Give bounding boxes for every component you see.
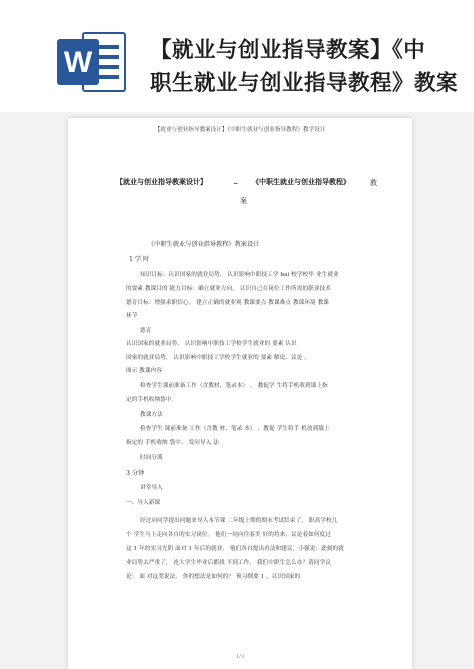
doc-line: 检查学生 课前准备 工作（含教 材、笔录 本） ，教促 学生将手 机放到墙上 <box>140 426 330 432</box>
doc-heading-line2: 案 <box>240 197 247 205</box>
doc-line: 经过向同学提出问题来导入本节课 二年级上期的期末考试结束了， 职高学校几 <box>140 518 338 524</box>
doc-heading-dash: _ <box>234 175 238 184</box>
doc-heading-tail: 教 <box>370 179 377 187</box>
doc-line: 时间分派 <box>140 455 163 461</box>
running-head: 【就业与创业指导教案设计】《中职生就业与创业指导教程》教学设计 <box>154 127 326 133</box>
doc-line: 德育 <box>140 328 152 334</box>
doc-line: 业局势太严重了， 连大学生毕业后都找 不到工作， 我们中职生怎么办？请同学议 <box>126 560 331 566</box>
doc-line: 1 学 时 <box>129 256 150 263</box>
doc-heading-left: 【就业与创业指导教案设计】 <box>116 177 207 186</box>
doc-line: 讲堂导入 <box>140 485 163 491</box>
doc-line: 国家的就业局势， 认识影响中职技工学校学生就业的 要素 解说、议论 、 <box>126 355 311 361</box>
page-title <box>150 34 462 100</box>
doc-line: 德育目标：增强求职信心。 建立正确的就业观 教课要点 教课难点 教课环境 教课 <box>126 300 329 306</box>
doc-line: 论： 面 对这类说法， 你的想法是如何的？ 预习纲要 1 、认识国家的 <box>126 574 301 580</box>
doc-line: 《中职生就业与创业指导教程》教案设计 <box>148 241 260 248</box>
doc-line: 定的手机收纳袋中。 <box>126 397 178 403</box>
doc-line: 知识目标：认识国家的就业局势， 认识影响中职技工学 bai 校学校毕 业生就业 <box>140 272 339 278</box>
doc-line: 的要素 教课目的 能力目标：确立就业方向， 认识自己在岗位工作所需的职业技术 <box>126 286 331 292</box>
document-page <box>68 118 412 669</box>
doc-line: 检查学生课前准备工作（含教材、笔录本） ， 教促学 生将手机收到墙上指 <box>140 383 328 389</box>
doc-line: 指定的 手机收纳 袋中。 发问导入 法 <box>126 440 219 446</box>
doc-line: 教课方法 <box>140 412 163 418</box>
doc-line: 个 学生马上走向各自的实习岗位。 他们一同向往着美 好的将来，议论着如何度过 <box>126 532 331 538</box>
doc-heading-right: 《中职生就业与创业指导教程》 <box>252 177 350 186</box>
title-line-1: 【就业与创业指导教案】《中 <box>150 38 426 63</box>
doc-line: 环节 <box>126 313 138 319</box>
title-line-2: 职生就业与创业指导教程》教案 <box>150 71 459 96</box>
doc-line: 3 分钟 <box>126 470 145 477</box>
page-number: 1/3 <box>235 654 245 660</box>
doc-line: 图示 教课内容 <box>126 368 163 374</box>
doc-line: 这 1 年的实习光阴 面对 1 年后的就业， 他们各自提出看法和建议，小强说：此刻的就 <box>126 546 344 552</box>
word-icon-letter: W <box>63 46 93 79</box>
doc-line: 认识国家的就业局势， 认识影响中职技工学校学生就业的 要素 认识 <box>126 341 297 347</box>
word-document-icon <box>57 31 127 93</box>
header <box>0 0 474 112</box>
doc-line: 一、导入新课 <box>126 500 161 506</box>
